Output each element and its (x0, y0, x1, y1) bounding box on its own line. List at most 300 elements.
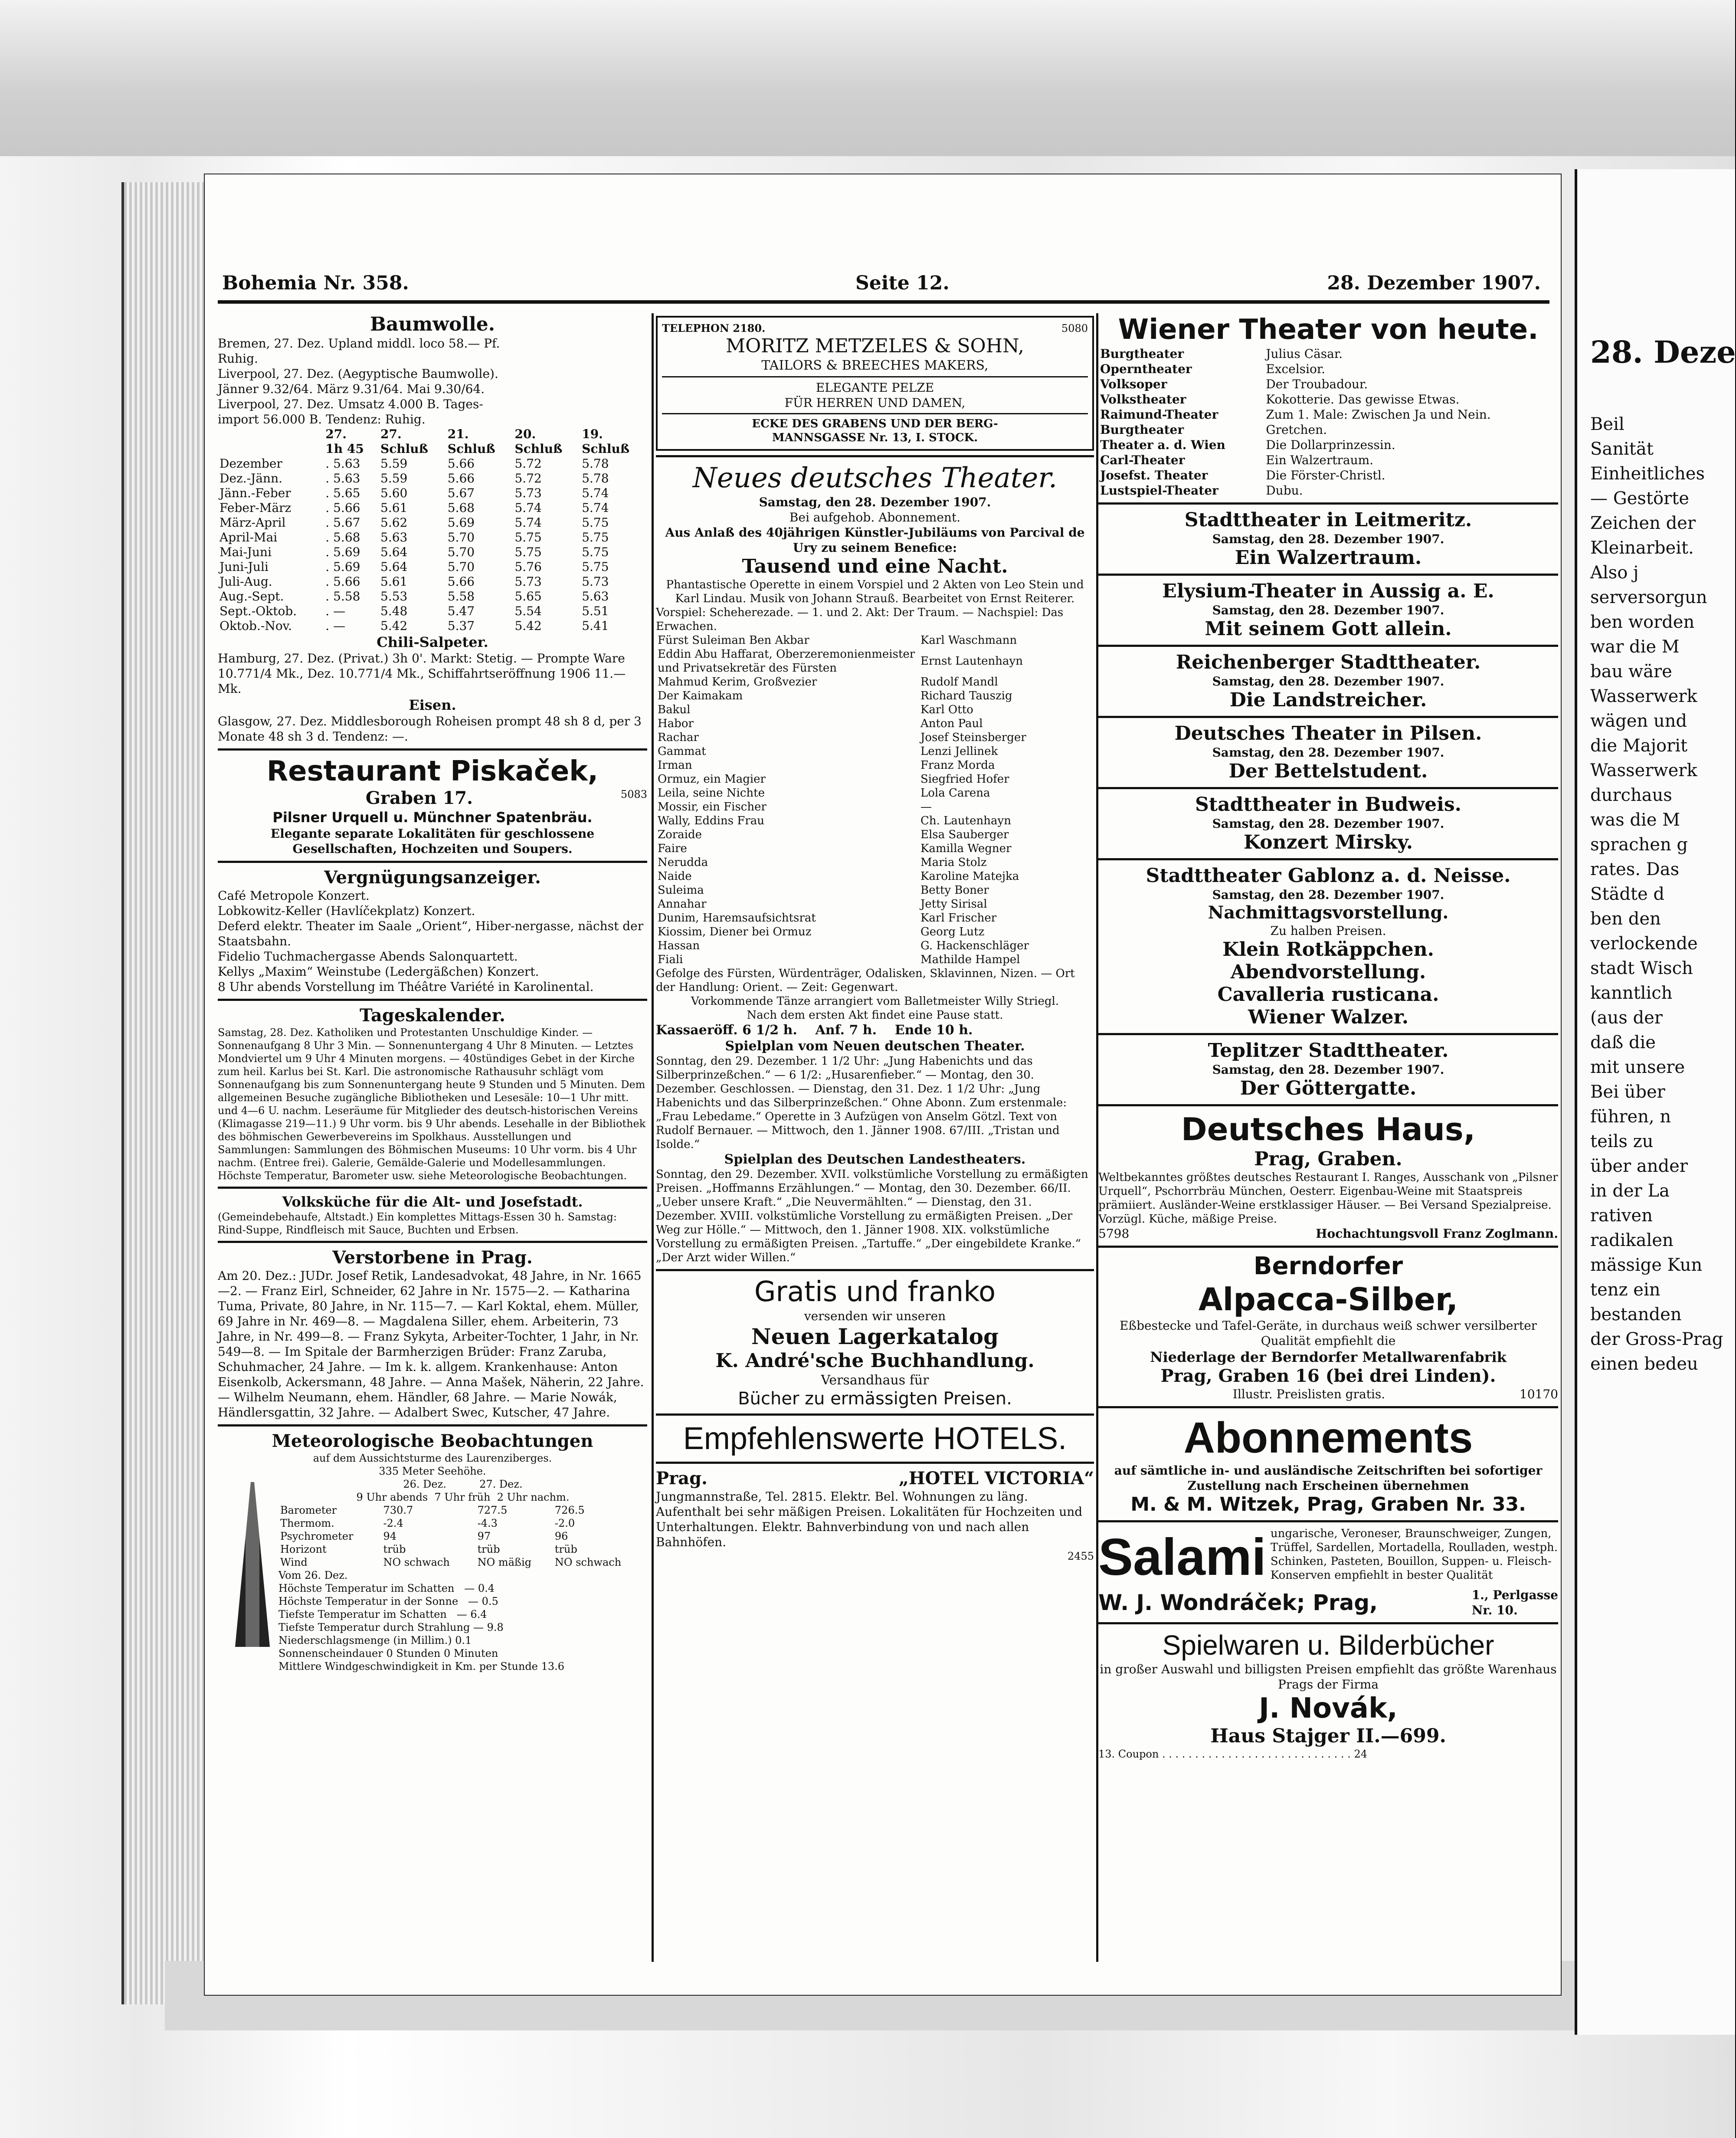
ndt-pause: Nach dem ersten Akt findet eine Pause statt. (747, 1009, 1003, 1022)
meteo-cell: 730.7 (383, 1504, 413, 1516)
newspaper-page (204, 174, 1562, 1996)
cotton-cell: 5.73 (514, 486, 542, 500)
hotel-text: Jungmannstraße, Tel. 2815. Elektr. Bel. Wohnungen zu läng. Aufenthalt bei sehr mäßigen Preisen. Lokalitäten für Hochzeiten und Unterhaltungen. Elektr. Bahnverbindung von und nach allen Bahnhöfen. (656, 1489, 1087, 1549)
adjacent-page-line: Also j (1590, 563, 1639, 583)
meteo-footer-line: Tiefste Temperatur durch Strahlung — 9.8 (278, 1621, 504, 1633)
cotton-cell: 5.66 (447, 471, 475, 485)
adjacent-page-line: durchaus (1590, 785, 1672, 805)
cotton-cell: 5.63 (582, 589, 609, 603)
cotton-cell: 5.78 (582, 456, 609, 471)
wiener-row (1098, 407, 1558, 422)
cotton-intro (218, 336, 647, 427)
cotton-row (218, 574, 647, 589)
meteo-title: Meteorologische Beobachtungen (272, 1431, 593, 1451)
adjacent-page-line: die Majorit (1590, 736, 1688, 756)
wiener-play: Ein Walzertraum. (1266, 453, 1374, 467)
cast-row (656, 689, 1094, 703)
theater-date: Samstag, den 28. Dezember 1907. (1212, 603, 1444, 617)
gablonz-ad (1098, 865, 1558, 1029)
cast-row (656, 633, 1094, 647)
ndt-abonnement: Bei aufgehob. Abonnement. (789, 510, 961, 525)
meteo-cell: trüb (477, 1543, 500, 1555)
metzeles-line3: ECKE DES GRABENS UND DER BERG- (752, 417, 998, 430)
spielplan-ndt-title: Spielplan vom Neuen deutschen Theater. (725, 1039, 1025, 1054)
cast-actor: Rudolf Mandl (920, 676, 998, 689)
cast-actor: Franz Morda (920, 759, 995, 772)
coupon-line: 13. Coupon . . . . . . . . . . . . . . . . . . . . . . . . . . . . . 24 (1098, 1748, 1367, 1760)
adjacent-page-line: Wasserwerk (1590, 761, 1697, 780)
cast-role: Der Kaimakam (658, 689, 743, 702)
cotton-cell: 5.74 (514, 515, 542, 530)
meteo-cell: trüb (383, 1543, 406, 1555)
cast-actor: Lenzi Jellinek (920, 745, 998, 758)
dh-title: Deutsches Haus, (1181, 1111, 1476, 1148)
divider (1098, 574, 1558, 576)
dh-number: 5798 (1098, 1226, 1130, 1241)
cotton-cell: März-April (219, 515, 286, 530)
cast-actor: G. Hackenschläger (920, 939, 1029, 952)
cotton-intro-line: Bremen, 27. Dez. Upland middl. loco 58.— Pf. (218, 336, 500, 351)
teplitz-name: Teplitzer Stadttheater. (1208, 1039, 1449, 1062)
wiener-row (1098, 483, 1558, 498)
scan-top-shadow (0, 0, 1735, 156)
column-divider-1 (652, 313, 654, 1962)
gratis-title: Gratis und franko (754, 1276, 996, 1308)
cotton-header-cell: 19. (582, 427, 603, 441)
cotton-cell: 5.59 (380, 456, 408, 471)
vergnuegungs-item: Lobkowitz-Keller (Havlíčekplatz) Konzert. (218, 904, 475, 918)
adjacent-page-line: verlockende (1590, 934, 1698, 954)
cast-role: Suleima (658, 884, 704, 897)
cotton-cell: 5.41 (582, 619, 609, 633)
cotton-cell: Sept.-Oktob. (219, 604, 297, 618)
wiener-theater-list (1098, 346, 1558, 498)
adjacent-page-line: Beil (1590, 414, 1625, 434)
cotton-cell: . 5.66 (325, 574, 360, 589)
cotton-cell: . — (325, 604, 346, 618)
divider (1098, 1033, 1558, 1035)
adjacent-page-line: ben worden (1590, 612, 1695, 632)
meteo-cell: 97 (477, 1530, 491, 1542)
gablonz-line6: Wiener Walzer. (1248, 1006, 1409, 1028)
divider (1098, 787, 1558, 789)
eisen-text: Glasgow, 27. Dez. Middlesborough Roheisen prompt 48 sh 8 d, per 3 Monate 48 sh 3 d. Tendenz: —. (218, 714, 645, 744)
wiener-row (1098, 392, 1558, 407)
divider (218, 1187, 647, 1189)
cast-role: Kiossim, Diener bei Ormuz (658, 925, 812, 938)
cotton-cell: . 5.69 (325, 560, 360, 574)
vergnuegungs-item: 8 Uhr abends Vorstellung im Théâtre Variété in Karolinental. (218, 980, 594, 994)
cast-actor: Josef Steinsberger (920, 731, 1026, 744)
cotton-cell: 5.75 (514, 530, 542, 544)
restaurant-title: Restaurant Piskaček, (266, 755, 599, 787)
provincial-theaters (1098, 502, 1558, 854)
cotton-cell: Dezember (219, 456, 282, 471)
cast-actor: Richard Tauszig (920, 689, 1012, 702)
cotton-intro-line: Liverpool, 27. Dez. (Aegyptische Baumwolle). (218, 367, 498, 381)
cast-actor: Anton Paul (920, 717, 983, 730)
adjacent-page-line: stadt Wisch (1590, 958, 1693, 978)
meteo-cell: 96 (554, 1530, 568, 1542)
theater-play: Ein Walzertraum. (1235, 547, 1422, 569)
adjacent-page-line: kanntlich (1590, 983, 1673, 1003)
cotton-row (218, 604, 647, 619)
adjacent-page-line: Zeichen der (1590, 513, 1696, 533)
eisen-title: Eisen. (409, 697, 456, 713)
cotton-cell: 5.78 (582, 471, 609, 485)
spielwaren-firm: J. Novák, (1259, 1692, 1398, 1725)
divider (1098, 858, 1558, 860)
dh-text: Weltbekanntes größtes deutsches Restaurant I. Ranges, Ausschank von „Pilsner Urquell“, Pschorrbräu München, Oesterr. Eigenbau-Weine mit Staatspreis prämiiert. Ausländer-Weine erstklassiger Häuser. — Bei Versand Spezialpreise. Vorzügl. Küche, mäßige Preise. (1098, 1171, 1562, 1226)
cotton-cell: 5.58 (447, 589, 475, 603)
wiener-play: Der Troubadour. (1266, 377, 1368, 391)
vergnuegungs-title: Vergnügungsanzeiger. (324, 867, 541, 888)
spielwaren-address: Haus Stajger II.—699. (1210, 1725, 1446, 1747)
theater-name: Elysium-Theater in Aussig a. E. (1162, 580, 1494, 602)
cotton-cell: 5.62 (380, 515, 408, 530)
theater-name: Stadttheater in Budweis. (1195, 794, 1461, 816)
berndorf-footer: Illustr. Preislisten gratis. (1232, 1387, 1386, 1401)
cast-role: Gammat (658, 745, 706, 758)
cast-row (656, 703, 1094, 717)
cast-role: Rachar (658, 731, 699, 744)
wiener-play: Zum 1. Male: Zwischen Ja und Nein. (1266, 407, 1491, 422)
adjacent-page-line: führen, n (1590, 1107, 1671, 1127)
adjacent-page-line: bestanden (1590, 1305, 1682, 1325)
cast-role: Annahar (658, 898, 707, 911)
chili-title: Chili-Salpeter. (377, 634, 488, 650)
adjacent-page-line: serversorgun (1590, 587, 1707, 607)
meteo-cell: -2.0 (554, 1517, 575, 1529)
cotton-cell: Dez.-Jänn. (219, 471, 283, 485)
gablonz-date: Samstag, den 28. Dezember 1907. (1212, 888, 1444, 902)
adjacent-page-line: was die M (1590, 810, 1680, 830)
meteo-cell: Thermom. (280, 1517, 334, 1529)
berndorf-title1: Berndorfer (1253, 1252, 1403, 1280)
ndt-play-title: Tausend und eine Nacht. (742, 555, 1008, 577)
gratis-line5: Bücher zu ermässigten Preisen. (738, 1389, 1012, 1409)
cast-actor: Karoline Matejka (920, 870, 1019, 883)
meteo-subtitle: auf dem Aussichtsturme des Laurenziberges. (313, 1452, 552, 1464)
wiener-theater: Raimund-Theater (1100, 407, 1218, 422)
cast-row (656, 647, 1094, 675)
volkskueche-title: Volksküche für die Alt- und Josefstadt. (282, 1194, 583, 1210)
cotton-cell: 5.53 (380, 589, 408, 603)
cast-row (656, 758, 1094, 772)
meteo-row (278, 1504, 647, 1517)
abonnements-title: Abonnements (1183, 1413, 1473, 1462)
cotton-intro-line: import 56.000 B. Tendenz: Ruhig. (218, 412, 426, 426)
cotton-cell: . 5.63 (325, 471, 360, 485)
cast-actor: Kamilla Wegner (920, 842, 1012, 855)
cast-row (656, 953, 1094, 967)
divider (218, 1424, 647, 1426)
cotton-header-cell: 27. (380, 427, 402, 441)
cotton-cell: . 5.67 (325, 515, 360, 530)
adjacent-page-line: der Gross-Prag (1590, 1329, 1723, 1349)
volkskueche-text: (Gemeindebehaufe, Altstadt.) Ein komplettes Mittags-Essen 30 h. Samstag: Rind-Suppe, Rindfleisch mit Sauce, Buchten und Erbsen. (218, 1211, 620, 1236)
cast-role: Fürst Suleiman Ben Akbar (658, 634, 809, 647)
cotton-cell: 5.59 (380, 471, 408, 485)
salami-ad (1098, 1527, 1558, 1587)
meteo-footer-line: Mittlere Windgeschwindigkeit in Km. per Stunde 13.6 (278, 1660, 565, 1672)
cast-role: Wally, Eddins Frau (658, 814, 765, 827)
meteo-footer (278, 1569, 647, 1673)
cotton-header-cell: 27. (325, 427, 347, 441)
abonnements-firm: M. & M. Witzek, Prag, Graben Nr. 33. (1130, 1493, 1526, 1515)
cast-actor: — (920, 800, 932, 813)
divider (1098, 1246, 1558, 1248)
ndt-description: Phantastische Operette in einem Vorspiel und 2 Akten von Leo Stein und Karl Lindau. Musik von Johann Strauß. Bearbeitet von Ernst Reiterer. (666, 578, 1087, 605)
cast-row (656, 786, 1094, 800)
adjacent-page-line: tenz ein (1590, 1280, 1661, 1300)
cotton-cell: . — (325, 619, 346, 633)
cotton-cell: Oktob.-Nov. (219, 619, 292, 633)
meteo-cell: Wind (280, 1556, 308, 1568)
wiener-theater: Carl-Theater (1100, 453, 1185, 467)
meteo-cell: 94 (383, 1530, 397, 1542)
metzeles-ad (656, 316, 1094, 451)
adjacent-page-line: bau wäre (1590, 662, 1672, 682)
cast-row (656, 828, 1094, 842)
cotton-row (218, 456, 647, 471)
gratis-line3: K. André'sche Buchhandlung. (715, 1350, 1035, 1372)
issue-date: 28. Dezember 1907. (1327, 272, 1541, 294)
metzeles-title: MORITZ METZELES & SOHN, (726, 335, 1024, 357)
meteo-cell: 726.5 (554, 1504, 585, 1516)
adjacent-page-line: Kleinarbeit. (1590, 538, 1694, 558)
column-3 (1098, 313, 1562, 1962)
meteo-row (278, 1556, 647, 1569)
ndt-times: Kassaeröff. 6 1/2 h. Anf. 7 h. Ende 10 h. (656, 1023, 973, 1038)
adjacent-page-line: mässige Kun (1590, 1255, 1703, 1275)
cotton-header-cell: Schluß (514, 442, 563, 456)
cast-row (656, 925, 1094, 939)
meteo-cell: trüb (554, 1543, 577, 1555)
adjacent-page-line: daß die (1590, 1033, 1656, 1053)
cast-role: Eddin Abu Haffarat, Oberzeremonienmeister und Privatsekretär des Fürsten (658, 648, 915, 675)
cotton-cell: 5.68 (447, 501, 475, 515)
cotton-cell: 5.73 (582, 574, 609, 589)
cotton-cell: 5.66 (447, 574, 475, 589)
cotton-cell: 5.42 (380, 619, 408, 633)
adjacent-page-title: 28. Deze (1590, 334, 1736, 370)
metzeles-line2: FÜR HERREN UND DAMEN, (784, 396, 966, 410)
theater-name: Deutsches Theater in Pilsen. (1174, 722, 1482, 744)
hotel-city: Prag. (656, 1468, 708, 1489)
salami-text: ungarische, Veroneser, Braunschweiger, Zungen, Trüffel, Sardellen, Mortadella, Roulladen, westph. Schinken, Pasteten, Bouillon, Suppen- u. Fleisch-Konserven empfiehlt in bester Qualität (1270, 1527, 1558, 1582)
cotton-intro-line: Liverpool, 27. Dez. Umsatz 4.000 B. Tages- (218, 397, 483, 411)
wiener-theater: Lustspiel-Theater (1100, 483, 1218, 498)
cotton-cell: 5.47 (447, 604, 475, 618)
gablonz-line1: Nachmittagsvorstellung. (1208, 902, 1449, 923)
cast-actor: Karl Otto (920, 703, 973, 716)
cast-row (656, 897, 1094, 911)
meteo-cell: Barometer (280, 1504, 337, 1516)
column-1 (218, 313, 647, 1962)
cotton-title: Baumwolle. (370, 313, 495, 335)
cotton-cell: . 5.65 (325, 486, 360, 500)
cast-actor: Ernst Lautenhayn (920, 655, 1023, 668)
tageskalender-text: Samstag, 28. Dez. Katholiken und Protestanten Unschuldige Kinder. — Sonnenaufgang 8 Uhr 3 Min. — Sonnenuntergang 4 Uhr 8 Minuten. — Letztes Mondviertel um 9 Uhr 4 Minuten morgens. — 40stündiges Gebet in der Kirche zum heil. Karlus bei St. Karl. Die astronomische Rathausuhr schlägt vom Sonnenaufgang bis zum Sonnenuntergang heute 9 Stunden und 5 Minuten. Dem allgemeinen Besuche zugängliche Bibliotheken und Lesesäle: 10—1 Uhr mitt. und 4—6 U. nachm. Leseräume für Mitglieder des deutsch-historischen Vereins (Klimagasse 219—11.) 9 Uhr vorm. bis 9 Uhr abends. Lesehalle in der Bibliothek des böhmischen Gewerbevereins im Spolkhaus. Ausstellungen und Sammlungen: Sammlungen des Böhmischen Museums: 10 Uhr vorm. bis 4 Uhr nachm. (Entree frei). Galerie, Gemälde-Galerie und Modellesammlungen. Höchste Temperatur, Barometer usw. siehe Meteorologische Beobachtungen. (218, 1026, 649, 1182)
adjacent-page-line: (aus der (1590, 1008, 1663, 1028)
theater-name: Reichenberger Stadttheater. (1176, 651, 1481, 673)
meteo-cell: Horizont (280, 1543, 327, 1555)
spielwaren-ad (1098, 1629, 1561, 1748)
berndorf-ad (1098, 1252, 1558, 1402)
wiener-theater: Josefst. Theater (1100, 468, 1208, 482)
cotton-cell: . 5.58 (325, 589, 360, 603)
adjacent-page-line: wägen und (1590, 711, 1687, 731)
cotton-cell: . 5.69 (325, 545, 360, 559)
theater-play: Konzert Mirsky. (1243, 831, 1413, 853)
andre-ad (656, 1276, 1094, 1409)
restaurant-line1: Pilsner Urquell u. Münchner Spatenbräu. (272, 809, 593, 826)
theater-name: Stadttheater in Leitmeritz. (1184, 509, 1472, 531)
wiener-play: Excelsior. (1266, 362, 1326, 376)
adjacent-page-line: Einheitliches (1590, 464, 1705, 484)
cotton-header-cell (218, 427, 324, 442)
page-header (205, 268, 1562, 298)
adjacent-page-line: war die M (1590, 637, 1680, 657)
cotton-header-cell: Schluß (582, 442, 630, 456)
divider (656, 1462, 1094, 1464)
cotton-intro-line: Ruhig. (218, 351, 258, 366)
berndorf-line3: Niederlage der Berndorfer Metallwarenfabrik (1150, 1349, 1507, 1365)
metzeles-subtitle: TAILORS & BREECHES MAKERS, (761, 358, 989, 373)
adjacent-page-line: Sanität (1590, 439, 1654, 459)
meteo-row (278, 1530, 647, 1543)
divider (218, 999, 647, 1001)
cotton-cell: 5.67 (447, 486, 475, 500)
cast-row (656, 744, 1094, 758)
cast-actor: Jetty Sirisal (920, 898, 987, 911)
cotton-cell: 5.61 (380, 574, 408, 589)
salami-title: Salami (1098, 1528, 1266, 1586)
cast-role: Bakul (658, 703, 691, 716)
divider (1098, 716, 1558, 718)
theater-date: Samstag, den 28. Dezember 1907. (1212, 532, 1444, 546)
adjacent-page-line: sprachen g (1590, 835, 1688, 855)
gablonz-line3: Klein Rotkäppchen. (1222, 938, 1434, 961)
cotton-cell: Juli-Aug. (219, 574, 272, 589)
adjacent-page-line: einen bedeu (1590, 1354, 1698, 1374)
adjacent-page (1575, 169, 1735, 2035)
cast-actor: Georg Lutz (920, 925, 985, 938)
adjacent-page-line: Bei über (1590, 1082, 1665, 1102)
adjacent-page-line: in der La (1590, 1181, 1670, 1201)
cotton-header-cell: 1h 45 (325, 442, 364, 456)
cotton-header-cell: Schluß (447, 442, 495, 456)
ndt-occasion: Aus Anlaß des 40jährigen Künstler-Jubiläums von Parcival de Ury zu seinem Benefice: (665, 525, 1089, 555)
cast-actor: Mathilde Hampel (920, 953, 1020, 966)
meteo-cell: Psychrometer (280, 1530, 354, 1542)
salami-address: 1., Perlgasse Nr. 10. (1471, 1588, 1558, 1617)
cotton-cell: 5.60 (380, 486, 408, 500)
cotton-row (218, 560, 647, 574)
vergnuegungs-item: Café Metropole Konzert. (218, 889, 370, 903)
cast-row (656, 814, 1094, 828)
meteo-footer-line: Vom 26. Dez. (278, 1569, 348, 1581)
cotton-cell: Mai-Juni (219, 545, 272, 559)
wiener-row (1098, 422, 1558, 437)
divider (1098, 502, 1558, 505)
divider (1098, 1520, 1558, 1522)
vergnuegungs-item: Fidelio Tuchmachergasse Abends Salonquartett. (218, 949, 518, 964)
cotton-cell: 5.75 (582, 530, 609, 544)
cast-role: Mahmud Kerim, Großvezier (658, 676, 817, 689)
cast-role: Mossir, ein Fischer (658, 800, 766, 813)
divider (1098, 1622, 1558, 1624)
divider (656, 455, 1094, 457)
spielplan-landestheater-text: Sonntag, den 29. Dezember. XVII. volkstümliche Vorstellung zu ermäßigten Preisen. „Hoffmanns Erzählungen.“ — Montag, den 30. Dezember. 66/II. „Ueber unsere Kraft.“ „Die Neuvermählten.“ — Dienstag, den 31. Dezember. XVIII. volkstümliche Vorstellung zu ermäßigten Preisen. „Der Weg zur Hölle.“ — Mittwoch, den 1. Jänner 1908. XIX. volkstümliche Vorstellung zu ermäßigten Preisen. „Tartuffe.“ „Der eingebildete Kranke.“ „Der Arzt wider Willen.“ (656, 1168, 1092, 1264)
cotton-cell: 5.72 (514, 456, 542, 471)
meteo-footer-line: Höchste Temperatur im Schatten — 0.4 (278, 1582, 495, 1594)
ndt-extra: Gefolge des Fürsten, Würdenträger, Odalisken, Sklavinnen, Nizen. — Ort der Handlung: Orient. — Zeit: Gegenwart. (656, 967, 1079, 994)
adjacent-page-line: radikalen (1590, 1230, 1674, 1250)
cotton-cell: 5.37 (447, 619, 475, 633)
cotton-cell: 5.74 (582, 486, 609, 500)
cotton-cell: 5.51 (582, 604, 609, 618)
meteo-row (278, 1543, 647, 1556)
cotton-cell: 5.75 (582, 545, 609, 559)
meteo-cell: 727.5 (477, 1504, 508, 1516)
theater-date: Samstag, den 28. Dezember 1907. (1212, 817, 1444, 831)
cast-row (656, 911, 1094, 925)
theater-date: Samstag, den 28. Dezember 1907. (1212, 745, 1444, 760)
ndt-title: Neues deutsches Theater. (692, 462, 1058, 494)
meteo-cell: NO schwach (383, 1556, 450, 1568)
wiener-theater: Burgtheater (1100, 423, 1184, 437)
gablonz-line2: Zu halben Preisen. (1270, 924, 1386, 938)
cast-row (656, 842, 1094, 856)
teplitz-play: Der Göttergatte. (1240, 1077, 1417, 1099)
abonnements-ad (1098, 1413, 1558, 1516)
cotton-table (218, 427, 647, 633)
teplitz-date: Samstag, den 28. Dezember 1907. (1212, 1062, 1444, 1077)
cast-row (656, 869, 1094, 883)
cast-row (656, 939, 1094, 953)
berndorf-number: 10170 (1519, 1387, 1558, 1401)
meteo-cell: -2.4 (383, 1517, 403, 1529)
divider (1098, 1104, 1558, 1106)
cotton-row (218, 589, 647, 604)
cotton-row (218, 486, 647, 501)
cotton-cell: 5.70 (447, 530, 475, 544)
cotton-cell: 5.72 (514, 471, 542, 485)
cotton-cell: 5.70 (447, 545, 475, 559)
adjacent-page-line: rates. Das (1590, 859, 1680, 879)
cotton-cell: 5.54 (514, 604, 542, 618)
cast-role: Ormuz, ein Magier (658, 773, 766, 786)
metzeles-line4: MANNSGASSE Nr. 13, I. STOCK. (772, 431, 978, 444)
gablonz-name: Stadttheater Gablonz a. d. Neisse. (1146, 865, 1511, 887)
wiener-row (1098, 437, 1558, 453)
meteo-footer-line: Tiefste Temperatur im Schatten — 6.4 (278, 1608, 487, 1620)
cotton-cell: 5.61 (380, 501, 408, 515)
wiener-row (1098, 361, 1558, 377)
cotton-cell: Juni-Juli (219, 560, 269, 574)
cotton-row (218, 471, 647, 486)
meteo-cell: NO schwach (554, 1556, 622, 1568)
issue-number: Bohemia Nr. 358. (222, 272, 409, 294)
tageskalender-title: Tageskalender. (360, 1005, 505, 1026)
meteo-cell: NO mäßig (477, 1556, 532, 1568)
cast-role: Faire (658, 842, 687, 855)
metzeles-telephone: TELEPHON 2180. (662, 322, 766, 334)
cotton-cell: 5.75 (582, 560, 609, 574)
meteo-row (278, 1517, 647, 1530)
